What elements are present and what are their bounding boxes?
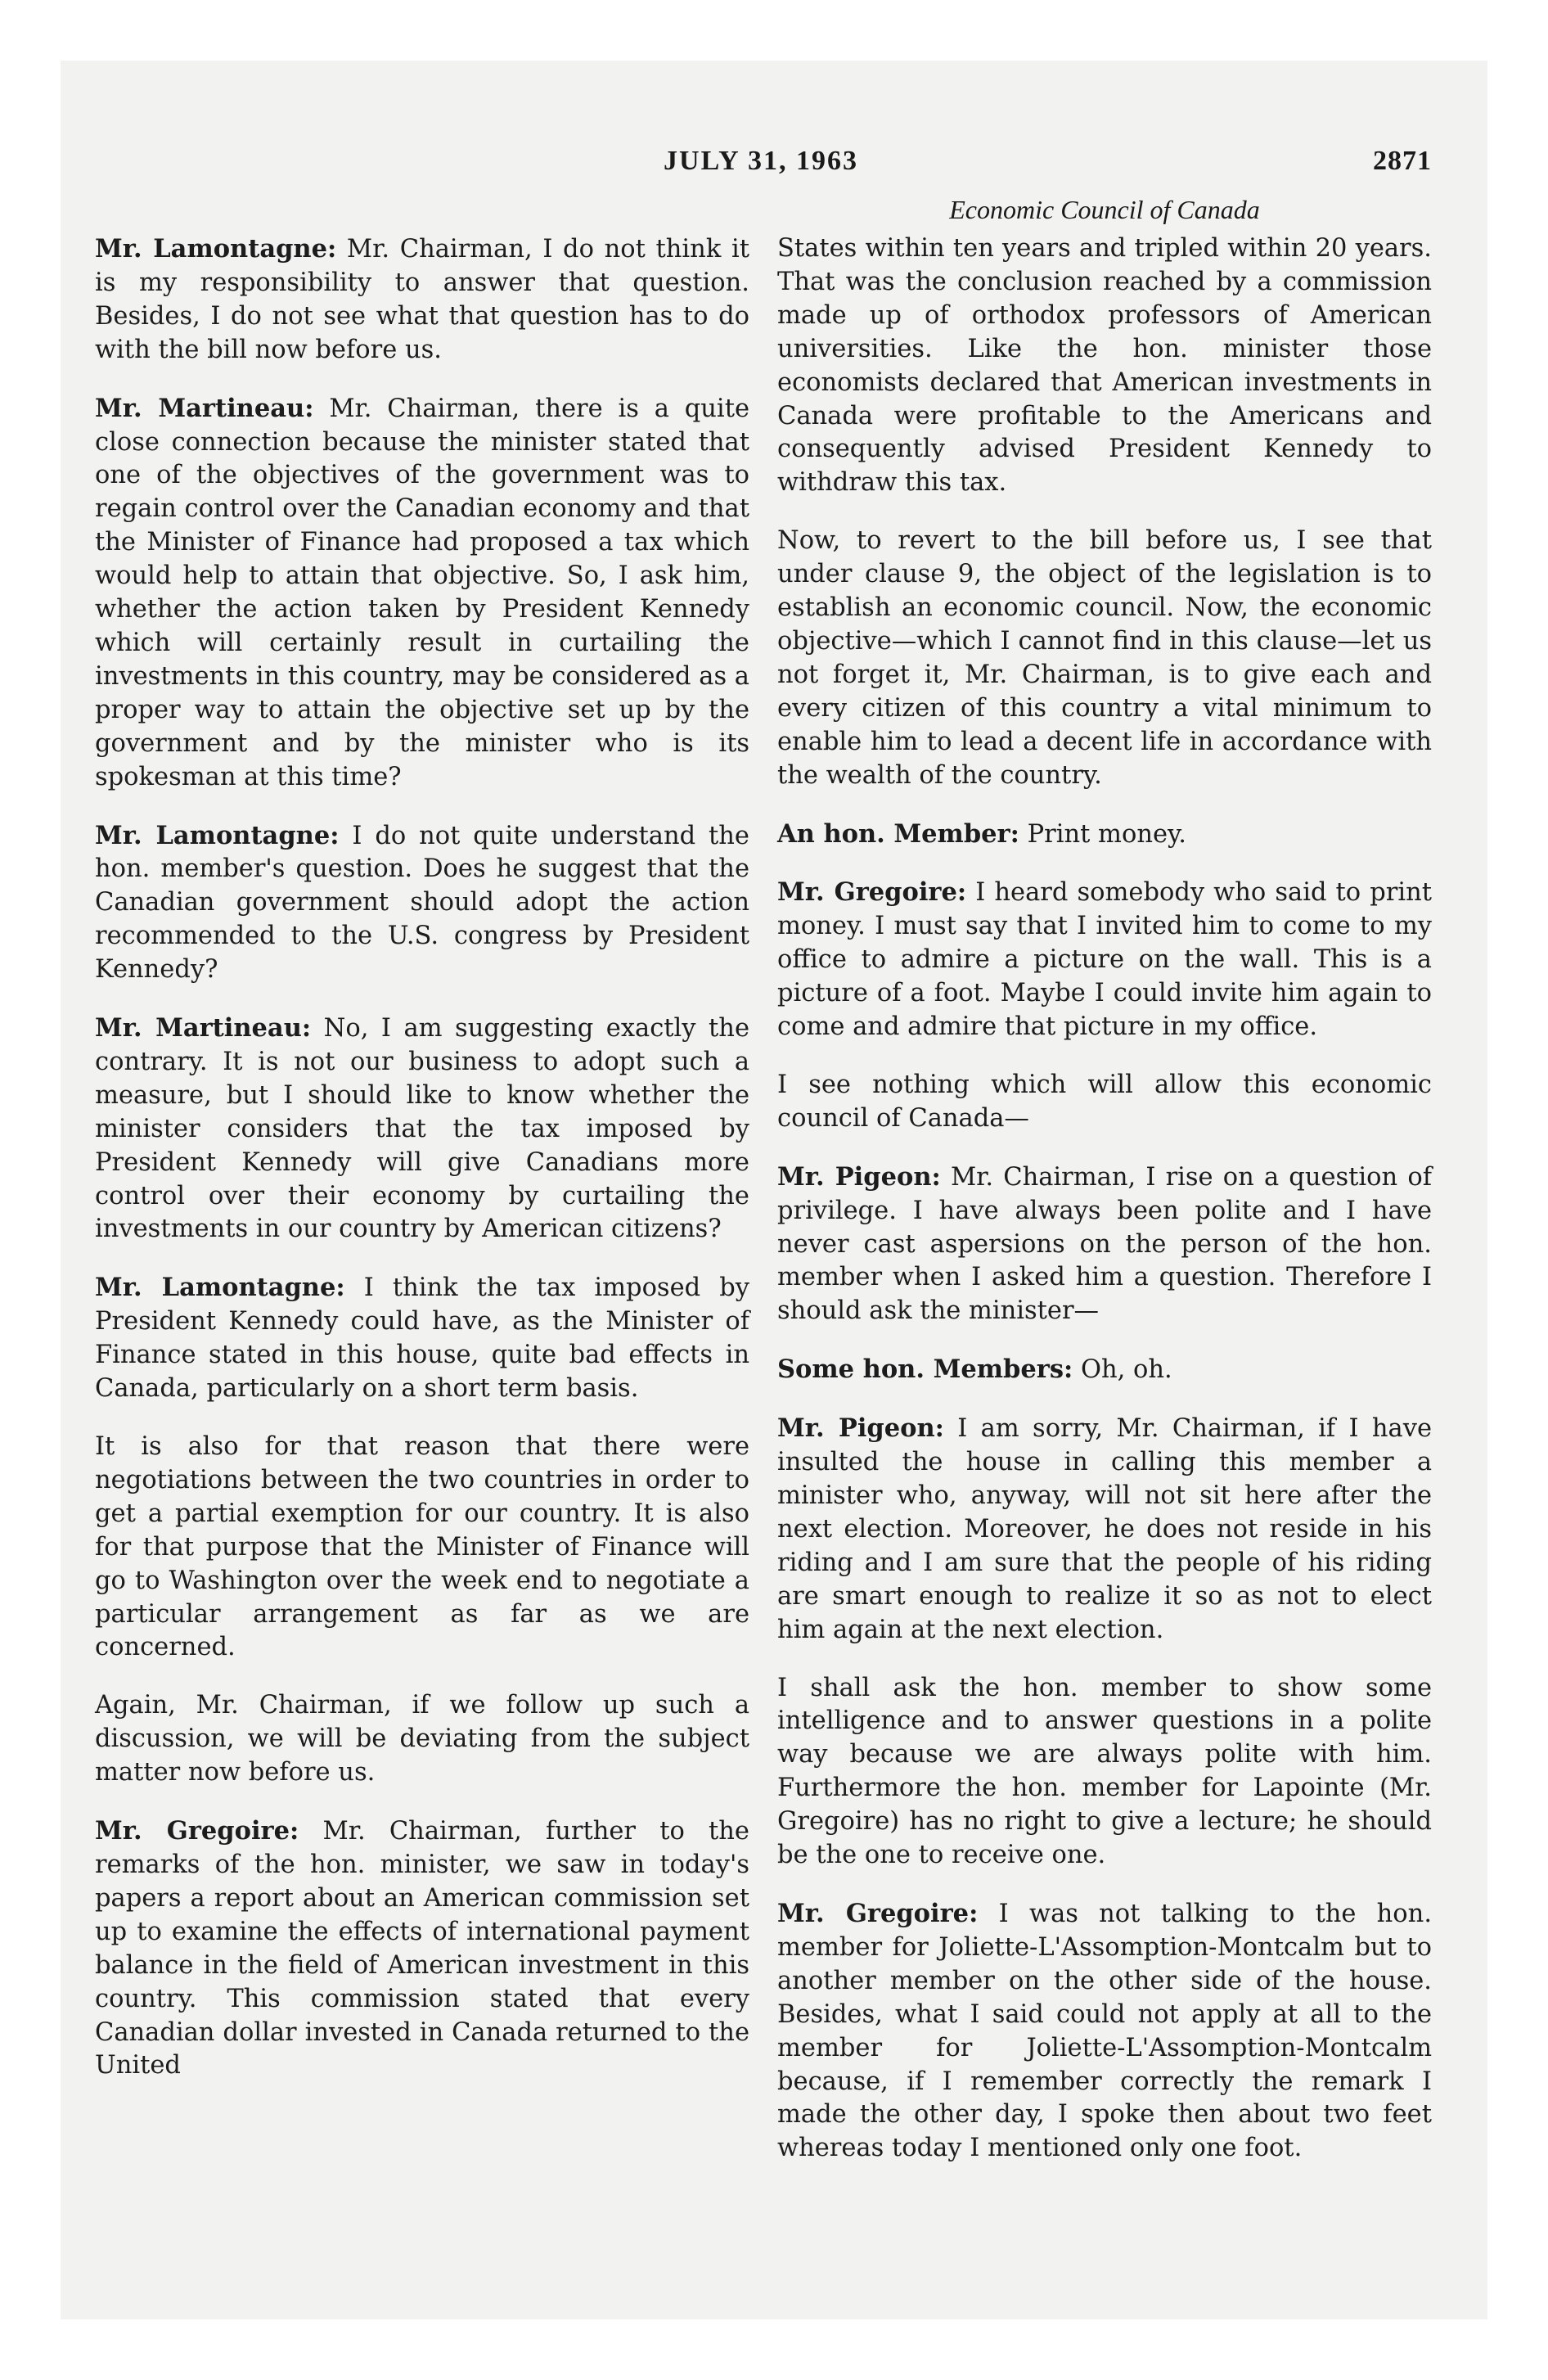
header-date: JULY 31, 1963 [664, 146, 858, 176]
speaker-name: Some hon. Members: [777, 1355, 1073, 1385]
paragraph-text: Mr. Chairman, I do not think it is my responsibility to answer that question. Besides, I do not see what that question has to do with the bill now before us. [95, 235, 749, 364]
paragraph-text: I heard somebody who said to print money. I must say that I invited him to come to my office to admire a picture on the wall. This is a picture of a foot. Maybe I could invite him again to come and admire that picture in my office. [777, 878, 1433, 1042]
speaker-name: Mr. Gregoire: [777, 877, 967, 908]
paragraph [95, 392, 749, 795]
speaker-name: Mr. Lamontagne: [95, 820, 340, 850]
speaker-name: Mr. Martineau: [95, 393, 314, 423]
speaker-name: Mr. Pigeon: [777, 1161, 941, 1192]
paragraph-text: States within ten years and tripled within 20 years. That was the conclusion reached by a commission made up of orthodox professors of American universities. Like the hon. minister those economists declared that American investments in Canada were profitable to the Americans and consequently advised President Kennedy to withdraw this tax. [777, 234, 1432, 498]
speaker-name: An hon. Member: [777, 818, 1019, 849]
paragraph [95, 232, 749, 367]
speaker-name: Mr. Gregoire: [95, 1816, 299, 1846]
paragraph [95, 1689, 749, 1790]
paragraph [95, 1271, 749, 1406]
paragraph [95, 1431, 749, 1665]
paragraph-text: I was not talking to the hon. member for Joliette-L'Assomption-Montcalm but to another member on the other side of the house. Besides, what I said could not apply at all to the member for Joliette-L'Assomption-Montcalm because, if I remember correctly the remark I made the other day, I spoke then about two feet whereas today I mentioned only one foot. [777, 1899, 1433, 2163]
speaker-name: Mr. Pigeon: [777, 1413, 944, 1444]
paragraph-text: I do not quite understand the hon. member's question. Does he suggest that the Canadian government should adopt the action recommended to the U.S. congress by President Kennedy? [95, 821, 749, 985]
paragraph [777, 1897, 1432, 2166]
paragraph [777, 232, 1432, 500]
paragraph [777, 1672, 1432, 1873]
paragraph-text: I am sorry, Mr. Chairman, if I have insulted the house in calling this member a minister who, anyway, will not sit here after the next election. Moreover, he does not reside in his riding and I am sure that the people of his riding are smart enough to realize it so as not to elect him again at the next election. [777, 1414, 1432, 1644]
paragraph-text: Oh, oh. [1080, 1355, 1172, 1385]
paragraph-text: I think the tax imposed by President Kennedy could have, as the Minister of Finance stated in this house, quite bad effects in Canada, particularly on a short term basis. [95, 1273, 749, 1404]
paragraph-text: Print money. [1027, 819, 1186, 849]
paragraph [95, 1814, 749, 2083]
paragraph-text: I see nothing which will allow this economic council of Canada— [777, 1070, 1432, 1133]
paragraph [777, 525, 1432, 792]
page-header [90, 146, 1432, 188]
paragraph-text: Now, to revert to the bill before us, I see that under clause 9, the object of the legislation is to establish an economic council. Now, the economic objective—which I cannot find in this clause—let us not forget it, Mr. Chairman, is to give each and every citizen of this country a vital minimum to enable him to lead a decent life in accordance with the wealth of the country. [777, 526, 1432, 790]
paragraph [777, 1161, 1432, 1329]
paragraph [777, 1069, 1432, 1136]
left-column [95, 232, 749, 2107]
paragraph-text: Again, Mr. Chairman, if we follow up such a discussion, we will be deviating from the subject matter now before us. [95, 1691, 749, 1787]
section-title: Economic Council of Canada [949, 195, 1260, 224]
paragraph [95, 819, 749, 988]
paragraph [777, 818, 1432, 852]
paragraph-text: Mr. Chairman, there is a quite close connection because the minister stated that one of the objectives of the government was to regain control over the Canadian economy and that the Minister of Finance had proposed a tax which would help to attain that objective. So, I ask him, whether the action taken by President Kennedy which will certainly result in curtailing the investments in this country, may be considered as a proper way to attain the objective set up by the government and by the minister who is its spokesman at this time? [95, 394, 749, 791]
paragraph-text: Mr. Chairman, further to the remarks of the hon. minister, we saw in today's papers a report about an American commission set up to examine the effects of international payment balance in the field of American investment in this country. This commission stated that every Canadian dollar invested in Canada returned to the United [95, 1817, 749, 2080]
speaker-name: Mr. Gregoire: [777, 1898, 979, 1928]
speaker-name: Mr. Lamontagne: [95, 1273, 345, 1303]
speaker-name: Mr. Lamontagne: [95, 234, 337, 264]
paragraph [777, 1353, 1432, 1387]
paragraph [777, 876, 1432, 1044]
paragraph-text: It is also for that reason that there were negotiations between the two countries in order to get a partial exemption for our country. It is also for that purpose that the Minister of Finance will go to Washington over the week end to negotiate a particular arrangement as far as we are concerned. [95, 1432, 749, 1662]
page-number: 2871 [1373, 146, 1432, 176]
paragraph [777, 1412, 1432, 1647]
speaker-name: Mr. Martineau: [95, 1013, 312, 1044]
paragraph-text: No, I am suggesting exactly the contrary. It is not our business to adopt such a measure, but I should like to know whether the minister considers that the tax imposed by President Kennedy will give Canadians more control over their economy by curtailing the investments in our country by American citizens? [95, 1014, 749, 1244]
right-column [777, 232, 1432, 2190]
paragraph [95, 1012, 749, 1246]
paragraph-text: I shall ask the hon. member to show some intelligence and to answer questions in a polite way because we are always polite with him. Furthermore the hon. member for Lapointe (Mr. Gregoire) has no right to give a lecture; he should be the one to receive one. [777, 1673, 1432, 1870]
paragraph-text: Mr. Chairman, I rise on a question of privilege. I have always been polite and I have never cast aspersions on the person of the hon. member when I asked him a question. Therefore I should ask the minister— [777, 1162, 1432, 1326]
